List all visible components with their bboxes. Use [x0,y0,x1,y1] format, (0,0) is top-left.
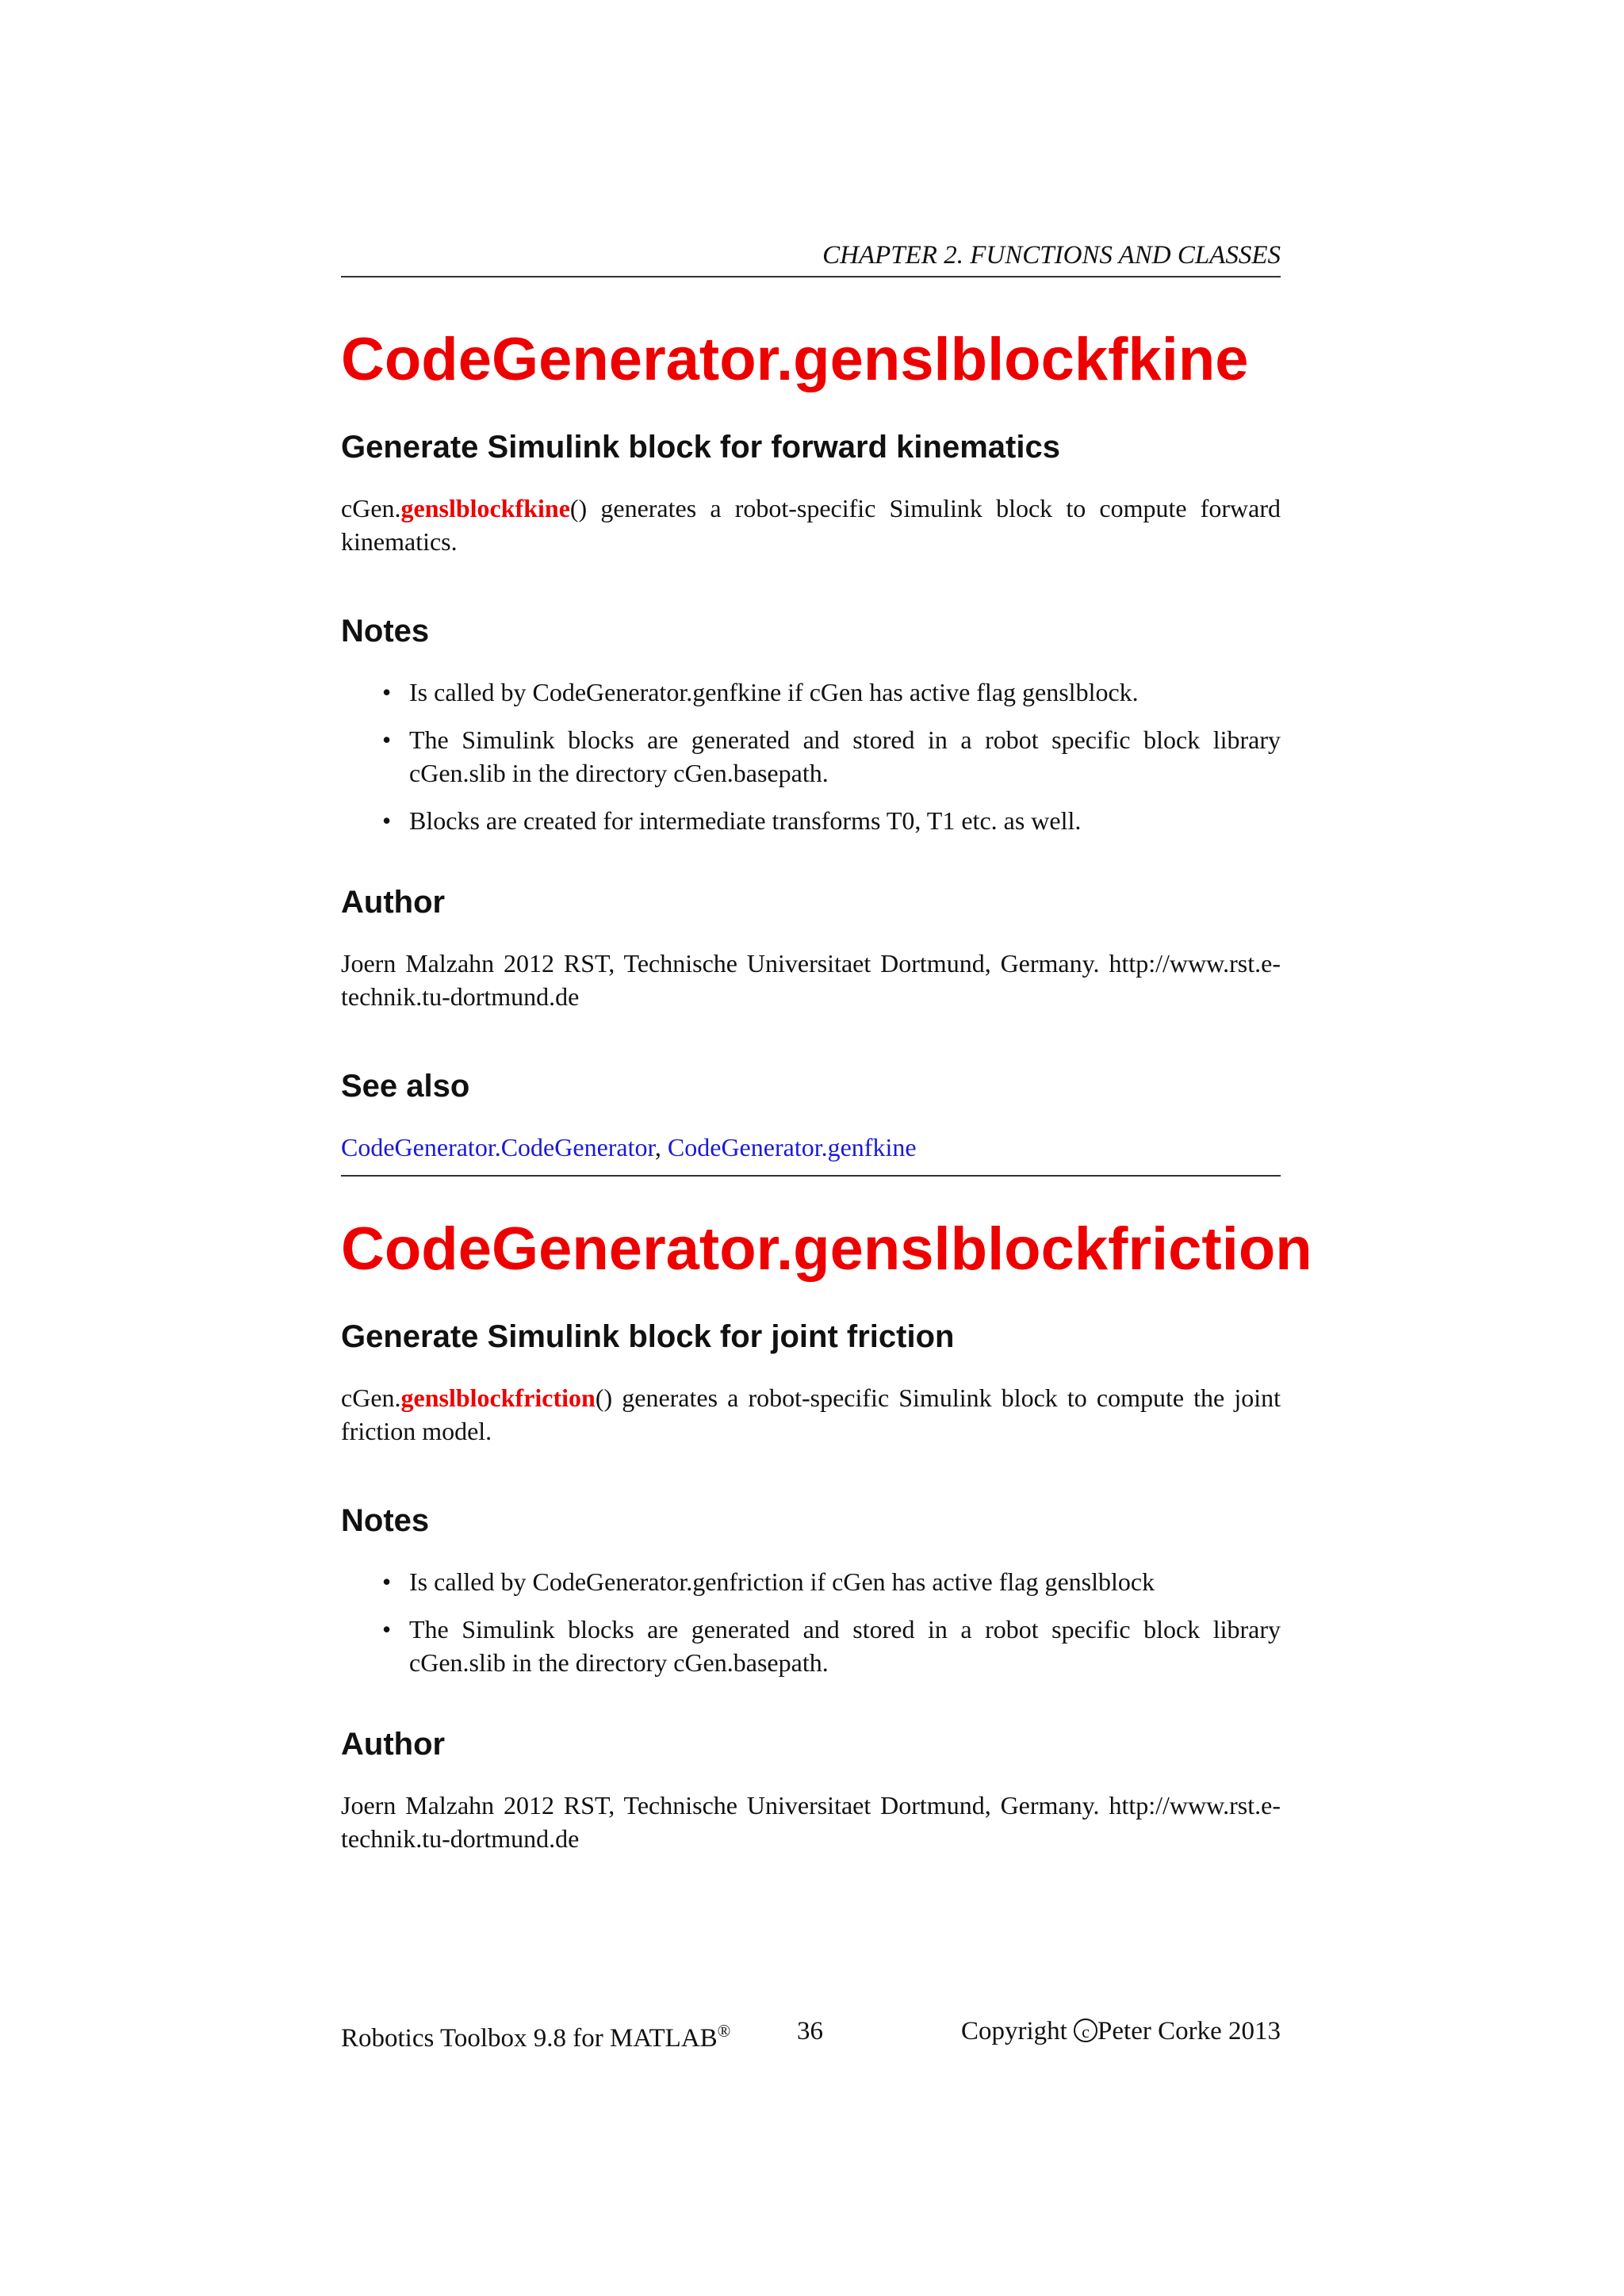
notes-list-fkine [341,675,1281,837]
desc-prefix: cGen. [341,494,401,522]
entry-subtitle-friction: Generate Simulink block for joint friction [341,1319,955,1354]
footer-title [341,2014,730,2056]
registered-mark: ® [717,2021,731,2041]
entry-title-fkine: CodeGenerator.genslblockfkine [341,326,1249,393]
seealso-links [341,1131,1281,1164]
note-text: Blocks are created for intermediate transforms T0, T1 etc. as well. [409,806,1082,835]
note-text: Is called by CodeGenerator.genfkine if cGen has active flag genslblock. [409,678,1139,706]
bullet-icon: • [382,678,392,706]
author-heading-friction: Author [341,1727,446,1762]
list-item [341,1565,1281,1598]
list-item [341,675,1281,709]
notes-heading-fkine: Notes [341,614,430,649]
list-item [341,723,1281,790]
function-name: genslblockfriction [400,1383,596,1412]
bullet-icon: • [382,1615,392,1644]
footer-copyright [961,2014,1281,2049]
copyright-holder: Peter Corke 2013 [1097,2017,1281,2045]
running-head: CHAPTER 2. FUNCTIONS AND CLASSES [341,238,1281,277]
entry-subtitle-fkine: Generate Simulink block for forward kinematics [341,430,1060,465]
notes-heading-friction: Notes [341,1503,430,1538]
copyright-prefix: Copyright [960,2017,1074,2045]
bullet-icon: • [382,725,392,754]
list-item [341,804,1281,837]
notes-list-friction [341,1565,1281,1679]
function-name: genslblockfkine [400,494,570,522]
page-content [341,238,1312,1908]
bullet-icon: • [382,806,392,835]
copyright-icon: c [1074,2019,1097,2042]
page-number: 36 [797,2017,823,2045]
description-friction [341,1381,1281,1448]
link-codegenerator-genfkine[interactable]: CodeGenerator.genfkine [667,1133,917,1161]
section-divider [341,1175,1281,1177]
description-fkine [341,492,1281,558]
desc-suffix: () generates a robot-specific Simulink block to compute forward kinematics. [341,494,1281,556]
author-heading-fkine: Author [341,885,446,920]
desc-prefix: cGen. [341,1383,401,1412]
bullet-icon: • [382,1567,392,1596]
author-text-fkine: Joern Malzahn 2012 RST, Technische Universitaet Dortmund, Germany. http://www.rst.e-technik.tu-dortmund.de [341,949,1281,1011]
seealso-separator: , [654,1133,668,1161]
note-text: The Simulink blocks are generated and stored in a robot specific block library cGen.slib in the directory cGen.basepath. [409,725,1281,787]
page-footer [341,2014,1281,2061]
desc-suffix: () generates a robot-specific Simulink block to compute the joint friction model. [341,1383,1281,1445]
footer-title-text: Robotics Toolbox 9.8 for MATLAB [341,2024,718,2053]
author-text-friction: Joern Malzahn 2012 RST, Technische Universitaet Dortmund, Germany. http://www.rst.e-technik.tu-dortmund.de [341,1791,1281,1853]
list-item [341,1613,1281,1679]
link-codegenerator-codegenerator[interactable]: CodeGenerator.CodeGenerator [341,1133,655,1161]
seealso-heading: See also [341,1069,470,1104]
note-text: The Simulink blocks are generated and stored in a robot specific block library cGen.slib in the directory cGen.basepath. [409,1615,1281,1677]
note-text: Is called by CodeGenerator.genfriction if cGen has active flag genslblock [409,1567,1155,1596]
entry-title-friction: CodeGenerator.genslblockfriction [341,1215,1312,1283]
